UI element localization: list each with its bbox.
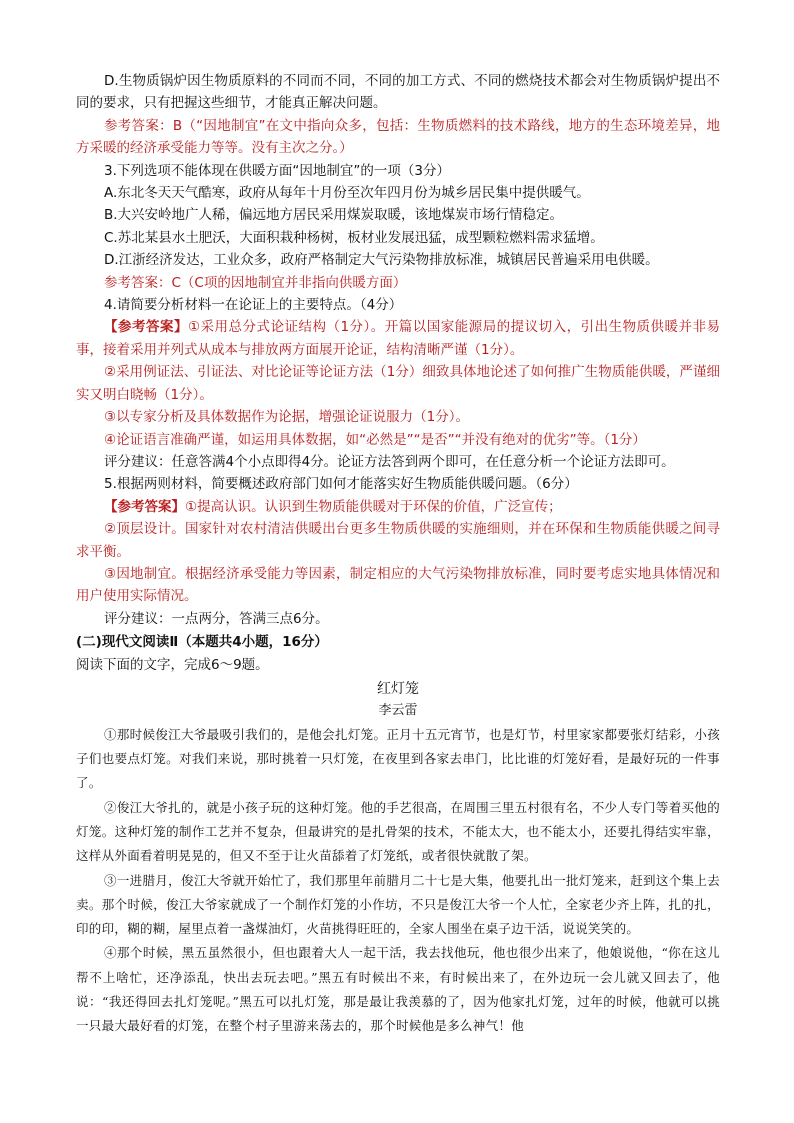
document-page bbox=[76, 70, 720, 1039]
q4-point-1-text: ①采用总分式论证结构（1分）。开篇以国家能源局的提议切入，引出生物质供暖并非易事，接着采用并列式从成本与排放两方面展开论证，结构清晰严谨（1分）。 bbox=[76, 319, 721, 358]
q2-option-d: D.生物质锅炉因生物质原料的不同而不同，不同的加工方式、不同的燃烧技术都会对生物质锅炉提出不同的要求，只有把握这些细节，才能真正解决问题。 bbox=[76, 73, 720, 112]
section-instruction: 阅读下面的文字，完成6～9题。 bbox=[76, 656, 269, 673]
q5-stem: 5.根据两则材料，简要概述政府部门如何才能落实好生物质能供暖问题。（6分） bbox=[104, 476, 578, 493]
q4-answer-point-1 bbox=[76, 316, 720, 361]
story-author: 李云雷 bbox=[378, 703, 418, 719]
q3-option-c: C.苏北某县水土肥沃，大面积栽种杨树，板材业发展迅猛，成型颗粒燃料需求猛增。 bbox=[104, 229, 604, 246]
q4-answer-point-4: ④论证语言准确严谨，如运用具体数据，如“必然是”“是否”“并没有绝对的优劣”等。（1分） bbox=[104, 431, 646, 448]
q4-stem: 4.请简要分析材料一在论证上的主要特点。（4分） bbox=[104, 297, 403, 314]
q5-scoring: 评分建议：一点两分，答满三点6分。 bbox=[104, 610, 329, 627]
story-paragraph-4: ④那个时候，黑五虽然很小，但也跟着大人一起干活，我去找他玩，他也很少出来了，他娘说他，“你在这儿帮不上啥忙，还净添乱，快出去玩去吧。”黑五有时候出不来，有时候出来了，在外边玩一会儿就又回去了，他说：“我还得回去扎灯笼呢。”黑五可以扎灯笼，那是最让我羡慕的了，因为他家扎灯笼，过年的时候，他就可以挑一只最大最好看的灯笼，在整个村子里游来荡去的，那个时候他是多么神气！他 bbox=[76, 945, 720, 1034]
q3-option-a: A.东北冬天天气酷寒，政府从每年十月份至次年四月份为城乡居民集中提供暖气。 bbox=[104, 185, 590, 202]
q5-point-1-text: ①提高认识。认识到生物质能供暖对于环保的价值，广泛宣传； bbox=[185, 498, 562, 515]
q2-answer: 参考答案：B（“因地制宜”在文中指向众多，包括：生物质燃料的技术路线，地方的生态环境差异，地方采暖的经济承受能力等等。没有主次之分。） bbox=[76, 117, 720, 157]
q5-answer-label: 【参考答案】 bbox=[104, 498, 185, 515]
q5-answer-point-2: ②顶层设计。国家针对农村清洁供暖出台更多生物质供暖的实施细则，并在环保和生物质能供暖之间寻求平衡。 bbox=[76, 521, 720, 560]
q5-answer-point-1 bbox=[76, 496, 720, 518]
q4-answer-point-3: ③以专家分析及具体数据作为论据，增强论证说服力（1分）。 bbox=[104, 409, 469, 426]
q4-answer-label: 【参考答案】 bbox=[104, 319, 188, 336]
story-paragraph-1: ①那时候俊江大爷最吸引我们的，是他会扎灯笼。正月十五元宵节，也是灯节，村里家家都要张灯结彩，小孩子们也要点灯笼。对我们来说，那时挑着一只灯笼，在夜里到各家去串门，比比谁的灯笼好看，是最好玩的一件事了。 bbox=[76, 726, 720, 791]
q3-option-d: D.江浙经济发达，工业众多，政府严格制定大气污染物排放标准，城镇居民普遍采用电供暖。 bbox=[104, 252, 659, 269]
q3-stem: 3.下列选项不能体现在供暖方面“因地制宜”的一项（3分） bbox=[104, 162, 450, 179]
q3-option-b: B.大兴安岭地广人稀，偏远地方居民采用煤炭取暖，该地煤炭市场行情稳定。 bbox=[104, 207, 564, 224]
story-paragraph-2: ②俊江大爷扎的，就是小孩子玩的这种灯笼。他的手艺很高，在周围三里五村很有名，不少人专门等着买他的灯笼。这种灯笼的制作工艺并不复杂，但最讲究的是扎骨架的技术，不能太大，也不能太小，还要扎得结实牢靠，这样从外面看着明晃晃的，但又不至于让火苗舔着了灯笼纸，或者很快就散了架。 bbox=[76, 799, 720, 864]
q3-answer: 参考答案：C（C项的因地制宜并非指向供暖方面） bbox=[104, 274, 407, 291]
section-heading: (二)现代文阅读Ⅱ（本题共4小题，16分） bbox=[76, 634, 328, 651]
story-paragraph-3: ③一进腊月，俊江大爷就开始忙了，我们那里年前腊月二十七是大集，他要扎出一批灯笼来，赶到这个集上去卖。那个时候，俊江大爷家就成了一个制作灯笼的小作坊，不只是俊江大爷一个人忙，全家老少齐上阵，扎的扎，印的印，糊的糊，屋里点着一盏煤油灯，火苗挑得旺旺的，全家人围坐在桌子边干活，说说笑笑的。 bbox=[76, 872, 720, 937]
q4-answer-point-2: ②采用例证法、引证法、对比论证等论证方法（1分）细致具体地论述了如何推广生物质能供暖，严谨细实又明白晓畅（1分）。 bbox=[76, 364, 720, 403]
story-title: 红灯笼 bbox=[377, 680, 419, 697]
q4-scoring: 评分建议：任意答满4个小点即得4分。论证方法答到两个即可，在任意分析一个论证方法即可。 bbox=[104, 453, 675, 470]
q5-answer-point-3: ③因地制宜。根据经济承受能力等因素，制定相应的大气污染物排放标准，同时要考虑实地具体情况和用户使用实际情况。 bbox=[76, 565, 720, 605]
